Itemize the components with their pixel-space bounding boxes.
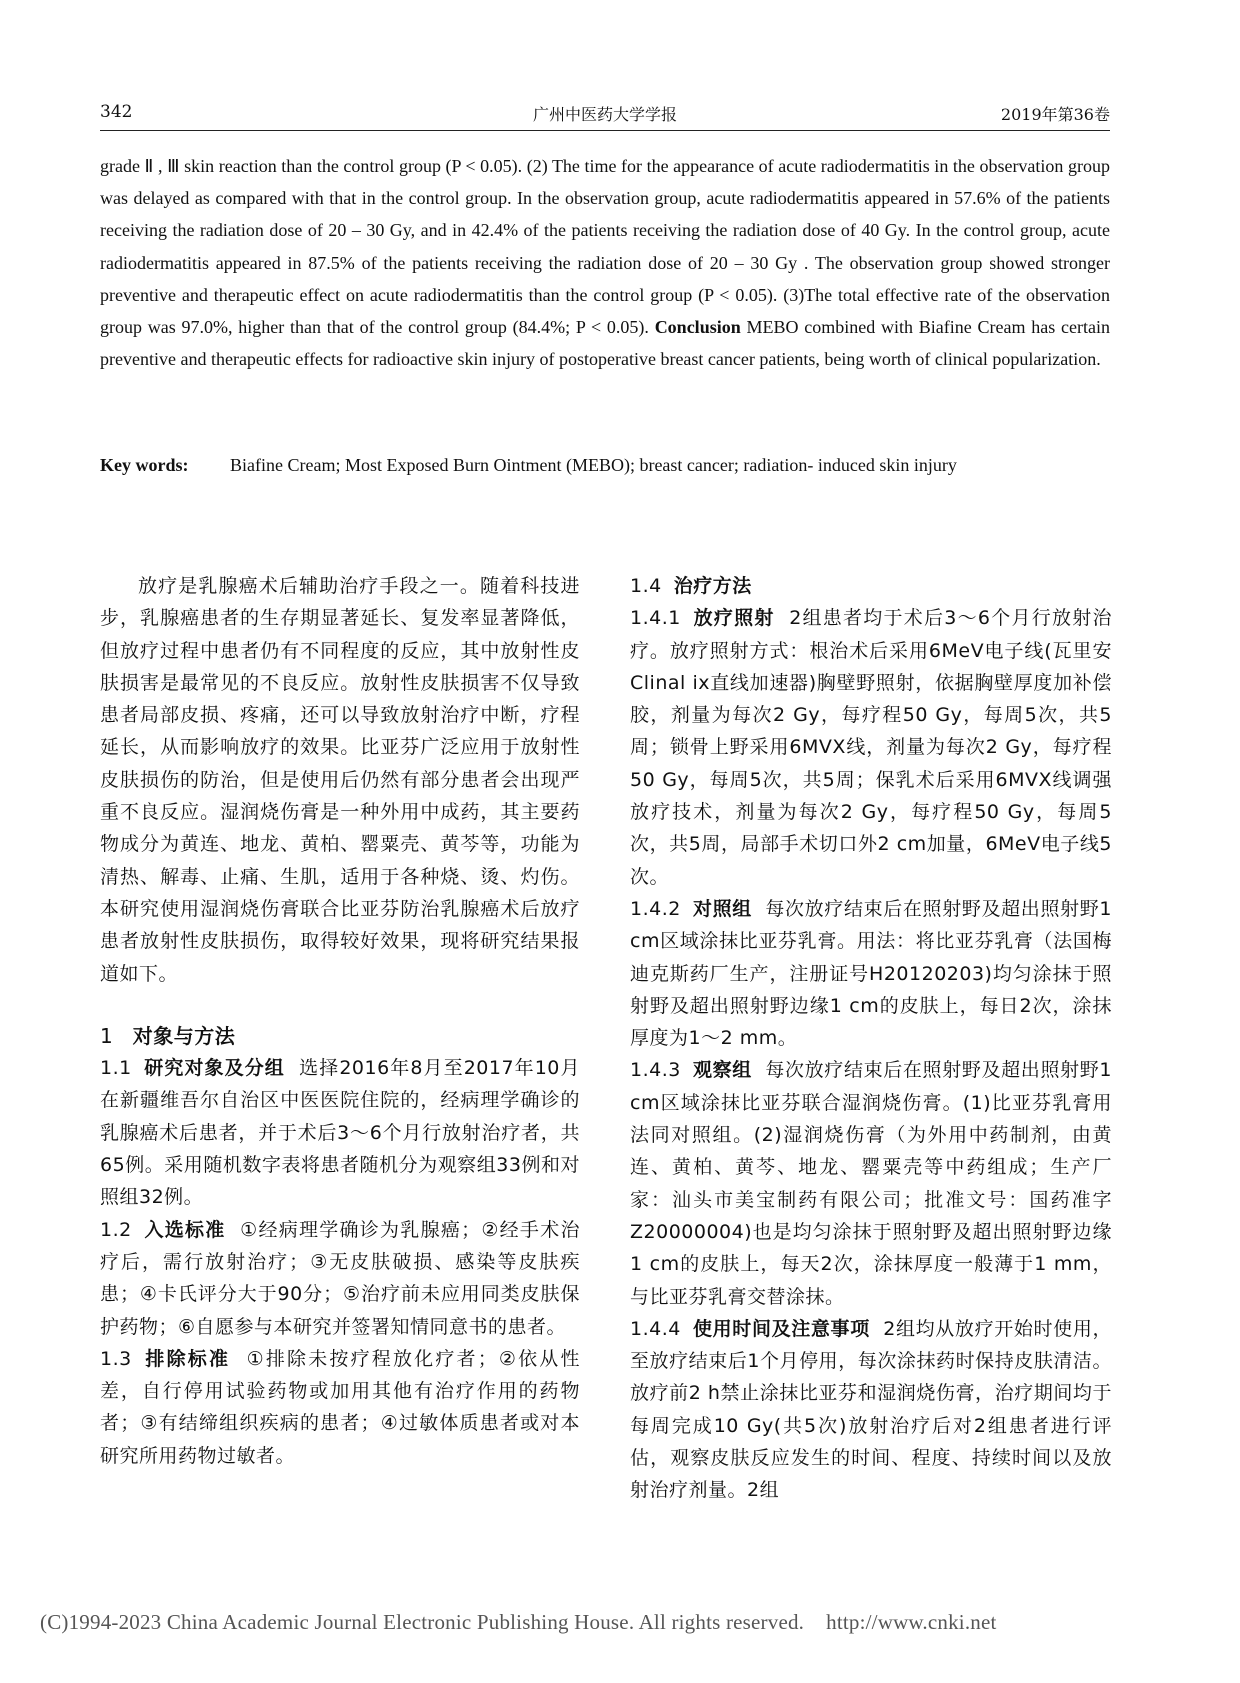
left-column bbox=[100, 570, 580, 1472]
section-title: 对象与方法 bbox=[132, 1023, 236, 1048]
cnki-link[interactable]: http://www.cnki.net bbox=[826, 1610, 997, 1634]
section-title: 入选标准 bbox=[143, 1218, 226, 1241]
section-title: 研究对象及分组 bbox=[143, 1057, 285, 1080]
conclusion-label: Conclusion bbox=[654, 317, 741, 338]
journal-name: 广州中医药大学学报 bbox=[532, 105, 677, 124]
section-text: 2组均从放疗开始时使用，至放疗结束后1个月停用，每次涂抹药时保持皮肤清洁。放疗前2 h禁止涂抹比亚芬和湿润烧伤膏，治疗期间均于每周完成10 Gy(共5次)放射治疗后对2组患者进行评估，观察皮肤反应发生的时间、程度、持续时间以及放射治疗剂量。2组 bbox=[630, 1317, 1112, 1502]
section-number: 1.4.4 bbox=[630, 1317, 681, 1340]
section-title: 治疗方法 bbox=[673, 575, 752, 597]
section-number: 1.4.1 bbox=[630, 607, 681, 630]
section-1-4-1 bbox=[630, 602, 1112, 893]
section-number: 1.4.2 bbox=[630, 897, 681, 920]
section-1-1 bbox=[100, 1052, 580, 1213]
section-text: 每次放疗结束后在照射野及超出照射野1 cm区域涂抹比亚芬联合湿润烧伤膏。(1)比亚芬乳膏用法同对照组。(2)湿润烧伤膏（为外用中药制剂，由黄连、黄柏、黄芩、地龙、罂粟壳等中药组成；生产厂家：汕头市美宝制药有限公司；批准文号：国药准字Z20000004)也是均匀涂抹于照射野及超出照射野边缘1 cm的皮肤上，每天2次，涂抹厚度一般薄于1 mm，与比亚芬乳膏交替涂抹。 bbox=[630, 1059, 1112, 1308]
section-number: 1 bbox=[100, 1023, 114, 1048]
section-1-4-3 bbox=[630, 1054, 1112, 1312]
section-text: 选择2016年8月至2017年10月在新疆维吾尔自治区中医医院住院的，经病理学确诊的乳腺癌术后患者，并于术后3～6个月行放射治疗者，共65例。采用随机数字表将患者随机分为观察组33例和对照组32例。 bbox=[100, 1057, 580, 1209]
section-text: ①经病理学确诊为乳腺癌；②经手术治疗后，需行放射治疗；③无皮肤破损、感染等皮肤疾患；④卡氏评分大于90分；⑤治疗前未应用同类皮肤保护药物；⑥自愿参与本研究并签署知情同意书的患者。 bbox=[100, 1218, 580, 1338]
section-title: 放疗照射 bbox=[692, 607, 775, 630]
section-1-4-2 bbox=[630, 893, 1112, 1054]
section-number: 1.4 bbox=[630, 575, 662, 597]
section-title: 使用时间及注意事项 bbox=[692, 1317, 870, 1340]
section-1-4-4 bbox=[630, 1313, 1112, 1507]
section-text: ①排除未按疗程放化疗者；②依从性差，自行停用试验药物或加用其他有治疗作用的药物者；③有结缔组织疾病的患者；④过敏体质患者或对本研究所用药物过敏者。 bbox=[100, 1347, 580, 1467]
abstract-results-text: grade Ⅱ , Ⅲ skin reaction than the control group (P < 0.05). (2) The time for the appearance of acute radiodermatitis in the observation group was delayed as compared with that in the control group. In the observation group, acute radiodermatitis appeared in 57.6% of the patients receiving the radiation dose of 20 – 30 Gy, and in 42.4% of the patients receiving the radiation dose of 40 Gy. In the control group, acute radiodermatitis appeared in 87.5% of the patients receiving the radiation dose of 20 – 30 Gy . The observation group showed stronger preventive and therapeutic effect on acute radiodermatitis than the control group (P < 0.05). (3)The total effective rate of the observation group was 97.0%, higher than that of the control group (84.4%; P < 0.05). bbox=[100, 156, 1110, 338]
section-text: 每次放疗结束后在照射野及超出照射野1 cm区域涂抹比亚芬乳膏。用法：将比亚芬乳膏（法国梅迪克斯药厂生产，注册证号H20120203)均匀涂抹于照射野及超出照射野边缘1 cm的皮肤上，每日2次，涂抹厚度为1～2 mm。 bbox=[630, 897, 1112, 1050]
right-column bbox=[630, 570, 1112, 1507]
section-title: 排除标准 bbox=[143, 1347, 231, 1370]
conclusion-text: MEBO combined with Biafine Cream has certain preventive and therapeutic effects for radioactive skin injury of postoperative breast cancer patients, being worth of clinical popularization. bbox=[100, 317, 1111, 370]
section-text: 2组患者均于术后3～6个月行放射治疗。放疗照射方式：根治术后采用6MeV电子线(瓦里安Clinal ix直线加速器)胸壁野照射，依据胸壁厚度加补偿胶，剂量为每次2 Gy，每疗程50 Gy，每周5次，共5周；锁骨上野采用6MVX线，剂量为每次2 Gy，每疗程50 Gy，每周5次，共5周；保乳术后采用6MVX线调强放疗技术，剂量为每次2 Gy，每疗程50 Gy，每周5次，共5周，局部手术切口外2 cm加量，6MeV电子线5次。 bbox=[630, 607, 1112, 888]
section-number: 1.3 bbox=[100, 1347, 132, 1370]
section-1-4 bbox=[630, 570, 1112, 602]
keywords-text: Biafine Cream; Most Exposed Burn Ointment (MEBO); breast cancer; radiation- induced skin injury bbox=[230, 455, 957, 475]
section-number: 1.4.3 bbox=[630, 1059, 681, 1082]
section-1-3 bbox=[100, 1343, 580, 1472]
page-number: 342 bbox=[100, 102, 133, 122]
section-title: 观察组 bbox=[692, 1059, 752, 1082]
copyright-text: (C)1994-2023 China Academic Journal Electronic Publishing House. All rights reserved. bbox=[40, 1610, 805, 1634]
english-abstract bbox=[100, 150, 1110, 375]
section-title: 对照组 bbox=[692, 897, 752, 920]
running-header bbox=[100, 100, 1110, 128]
section-number: 1.2 bbox=[100, 1218, 132, 1241]
header-divider bbox=[100, 130, 1110, 131]
section-1-2 bbox=[100, 1214, 580, 1343]
keywords-label: Key words: bbox=[100, 455, 189, 475]
section-1-heading bbox=[100, 1020, 580, 1052]
section-number: 1.1 bbox=[100, 1057, 132, 1080]
volume-info: 2019年第36卷 bbox=[1000, 105, 1110, 124]
intro-paragraph: 放疗是乳腺癌术后辅助治疗手段之一。随着科技进步，乳腺癌患者的生存期显著延长、复发率显著降低，但放疗过程中患者仍有不同程度的反应，其中放射性皮肤损害是最常见的不良反应。放射性皮肤损害不仅导致患者局部皮损、疼痛，还可以导致放射治疗中断，疗程延长，从而影响放疗的效果。比亚芬广泛应用于放射性皮肤损伤的防治，但是使用后仍然有部分患者会出现严重不良反应。湿润烧伤膏是一种外用中成药，其主要药物成分为黄连、地龙、黄柏、罂粟壳、黄芩等，功能为清热、解毒、止痛、生肌，适用于各种烧、烫、灼伤。本研究使用湿润烧伤膏联合比亚芬防治乳腺癌术后放疗患者放射性皮肤损伤，取得较好效果，现将研究结果报道如下。 bbox=[100, 575, 580, 985]
copyright-footer bbox=[40, 1610, 1220, 1635]
